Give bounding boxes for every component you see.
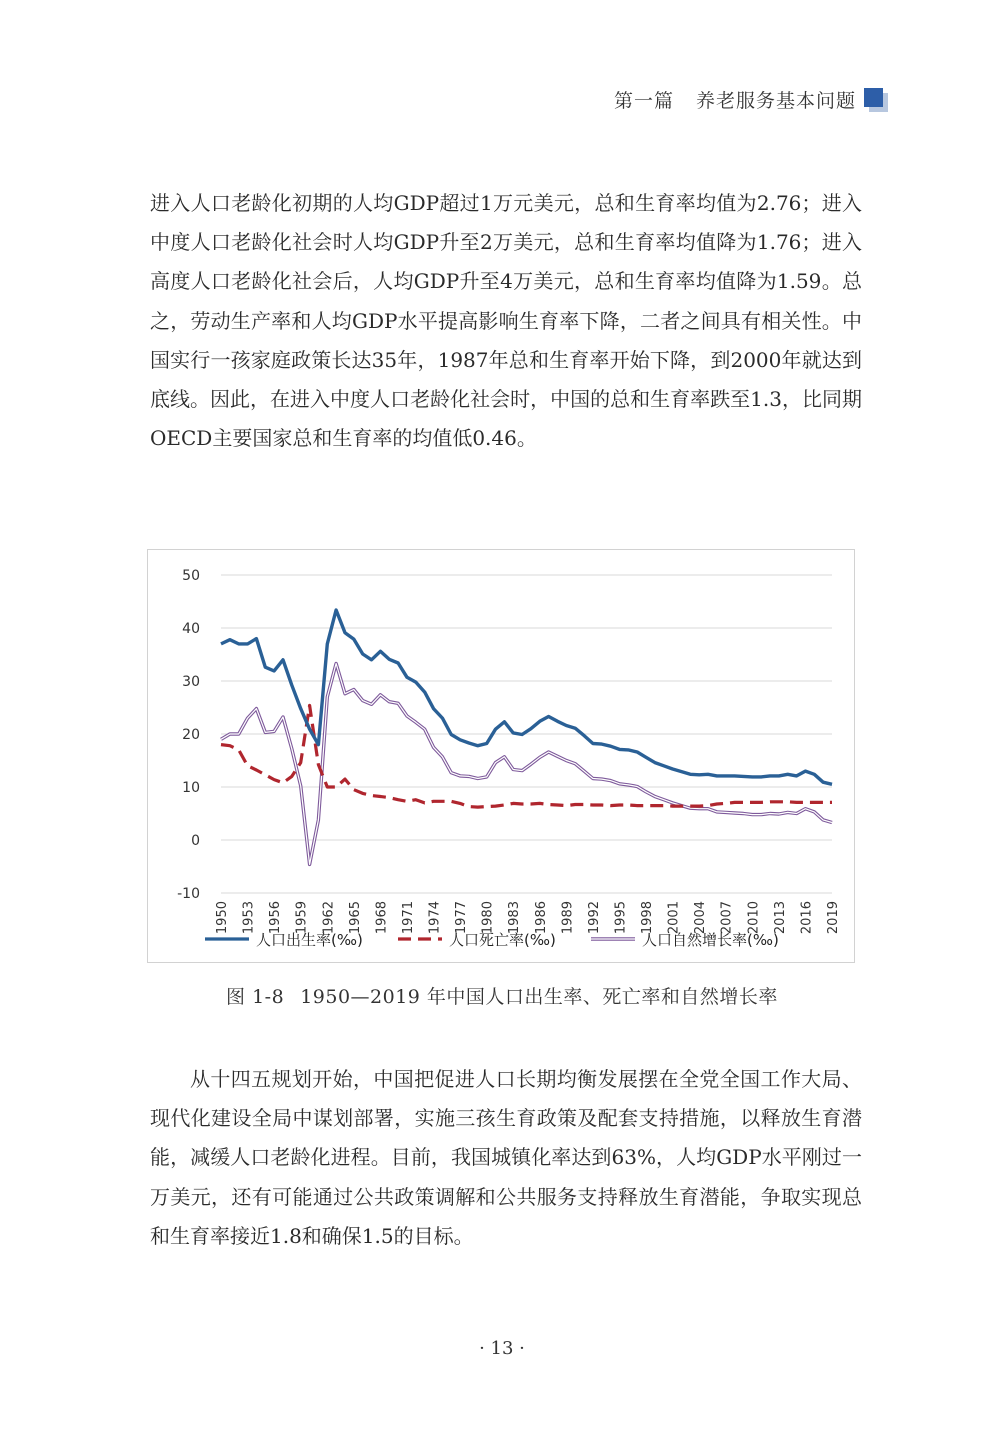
series-lines [221, 610, 832, 864]
x-tick-label: 1974 [427, 901, 443, 935]
x-tick-label: 1986 [533, 901, 549, 935]
x-tick-label: 1956 [268, 901, 284, 935]
page-number: · 13 · [479, 1338, 525, 1359]
paragraph-policy: 从十四五规划开始，中国把促进人口长期均衡发展摆在全党全国工作大局、现代化建设全局中谋划部署，实施三孩生育政策及配套支持措施，以释放生育潜能，减缓人口老龄化进程。目前，我国城镇化率达到63%，人均GDP水平刚过一万美元，还有可能通过公共政策调解和公共服务支持释放生育潜能，争取实现总和生育率接近1.8和确保1.5的目标。 [150, 1067, 862, 1248]
part-title: 养老服务基本问题 [695, 90, 856, 112]
x-tick-label: 1980 [480, 901, 496, 935]
x-tick-label: 2007 [719, 901, 735, 935]
series-line-birth-rate [221, 610, 832, 784]
series-line-natural-growth-inner [221, 664, 832, 865]
x-tick-label: 1950 [215, 901, 230, 935]
y-axis-ticks [177, 568, 200, 902]
y-tick-label: 20 [182, 727, 200, 743]
figure-caption-text: 1950—2019 年中国人口出生率、死亡率和自然增长率 [300, 986, 778, 1008]
header-square-icon [864, 88, 888, 112]
figure-chart [147, 549, 855, 963]
x-tick-label: 1971 [400, 901, 416, 935]
x-tick-label: 1983 [507, 901, 523, 935]
x-tick-label: 2013 [772, 901, 788, 935]
x-tick-label: 1989 [560, 901, 576, 935]
y-tick-label: 0 [191, 833, 200, 849]
figure-caption [0, 982, 1004, 1009]
x-tick-label: 1968 [374, 901, 390, 935]
x-tick-label: 1959 [294, 901, 310, 935]
series-line-natural-growth [221, 664, 832, 865]
x-tick-label: 2004 [693, 901, 709, 935]
x-tick-label: 1992 [586, 901, 602, 935]
y-tick-label: -10 [177, 886, 200, 902]
y-tick-label: 40 [182, 621, 200, 637]
x-tick-label: 1962 [321, 901, 337, 935]
x-tick-label: 1998 [640, 901, 656, 935]
y-tick-label: 50 [182, 568, 200, 584]
x-tick-label: 1953 [241, 901, 257, 935]
x-tick-label: 2019 [826, 901, 841, 935]
x-axis-ticks [215, 901, 841, 934]
legend-label: 人口出生率(‰) [256, 931, 363, 949]
x-tick-label: 2010 [746, 901, 762, 935]
x-tick-label: 1995 [613, 901, 629, 935]
part-label: 第一篇 [613, 90, 674, 112]
line-chart [148, 550, 856, 964]
figure-number: 图 1-8 [226, 986, 285, 1008]
x-tick-label: 1977 [454, 901, 470, 935]
y-tick-label: 30 [182, 674, 200, 690]
x-tick-label: 1965 [347, 901, 363, 935]
legend-label: 人口自然增长率(‰) [642, 931, 779, 949]
paragraph-intro: 进入人口老龄化初期的人均GDP超过1万元美元，总和生育率均值为2.76；进入中度人口老龄化社会时人均GDP升至2万美元，总和生育率均值降为1.76；进入高度人口老龄化社会后，人均GDP升至4万美元，总和生育率均值降为1.59。总之，劳动生产率和人均GDP水平提高影响生育率下降，二者之间具有相关性。中国实行一孩家庭政策长达35年，1987年总和生育率开始下降，到2000年就达到底线。因此，在进入中度人口老龄化社会时，中国的总和生育率跌至1.3，比同期OECD主要国家总和生育率的均值低0.46。 [150, 191, 862, 451]
y-tick-label: 10 [182, 780, 200, 796]
x-tick-label: 2016 [799, 901, 815, 935]
legend [205, 931, 779, 949]
series-line-death-rate [221, 705, 832, 807]
running-header [614, 86, 856, 113]
x-tick-label: 2001 [666, 901, 682, 935]
legend-label: 人口死亡率(‰) [449, 931, 556, 949]
